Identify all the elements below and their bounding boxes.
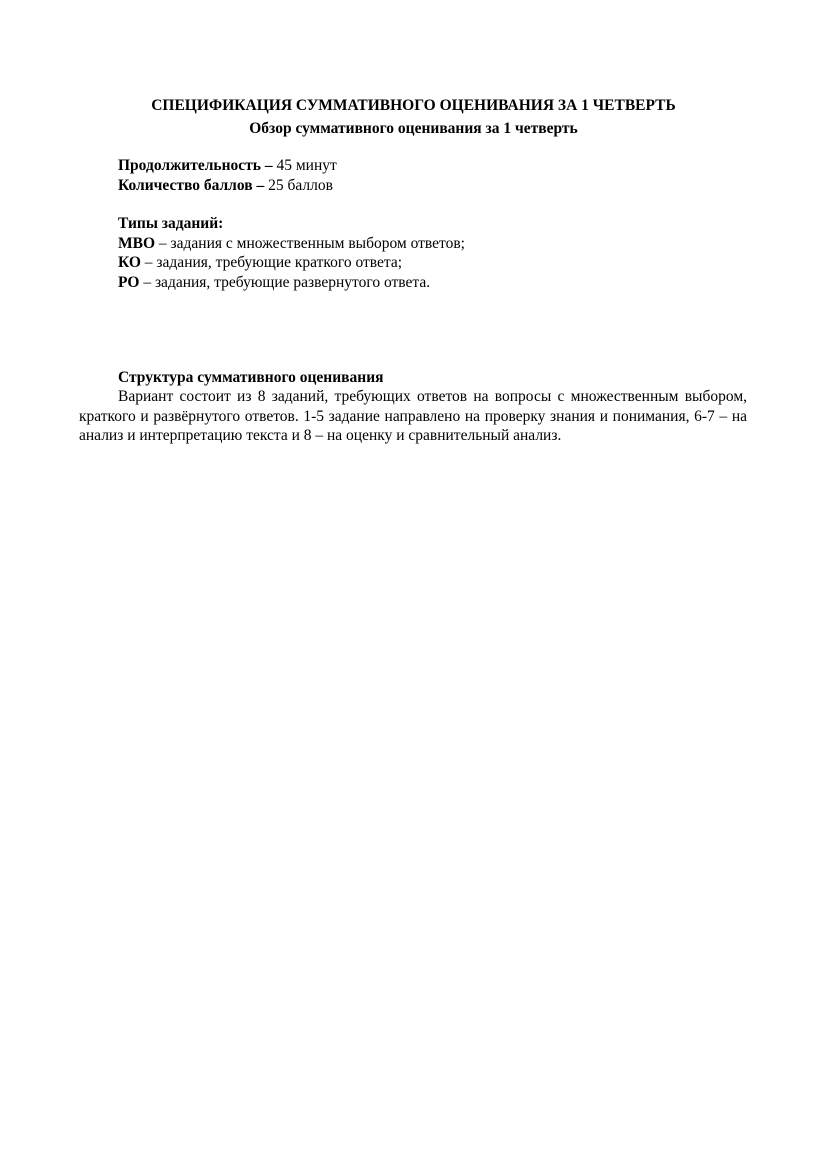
points-line	[118, 176, 333, 196]
structure-paragraph: Вариант состоит из 8 заданий, требующих ответов на вопросы с множественным выбором, краткого и развёрнутого ответов. 1-5 задание направлено на проверку знания и понимания, 6-7 – на анализ и интерпретацию текста и 8 – на оценку и сравнительный анализ.	[79, 388, 747, 444]
document-title: СПЕЦИФИКАЦИЯ СУММАТИВНОГО ОЦЕНИВАНИЯ ЗА 1 ЧЕТВЕРТЬ	[151, 97, 676, 114]
duration-line	[118, 156, 337, 176]
task-type-desc: – задания с множественным выбором ответов;	[155, 235, 465, 252]
task-type-item	[118, 234, 465, 254]
task-type-code: МВО	[118, 235, 156, 252]
task-type-item	[118, 253, 402, 273]
task-type-code: РО	[118, 274, 140, 291]
task-type-item	[118, 273, 430, 293]
task-types-heading: Типы заданий:	[118, 215, 224, 232]
task-type-code: КО	[118, 254, 141, 271]
structure-heading: Структура суммативного оценивания	[118, 369, 384, 386]
points-label: Количество баллов –	[118, 177, 265, 194]
task-type-desc: – задания, требующие краткого ответа;	[140, 254, 403, 271]
document-subtitle: Обзор суммативного оценивания за 1 четверть	[249, 120, 578, 137]
duration-label: Продолжительность –	[118, 157, 273, 174]
points-value: 25 баллов	[264, 177, 333, 194]
duration-value: 45 минут	[272, 157, 337, 174]
task-type-desc: – задания, требующие развернутого ответа.	[139, 274, 431, 291]
